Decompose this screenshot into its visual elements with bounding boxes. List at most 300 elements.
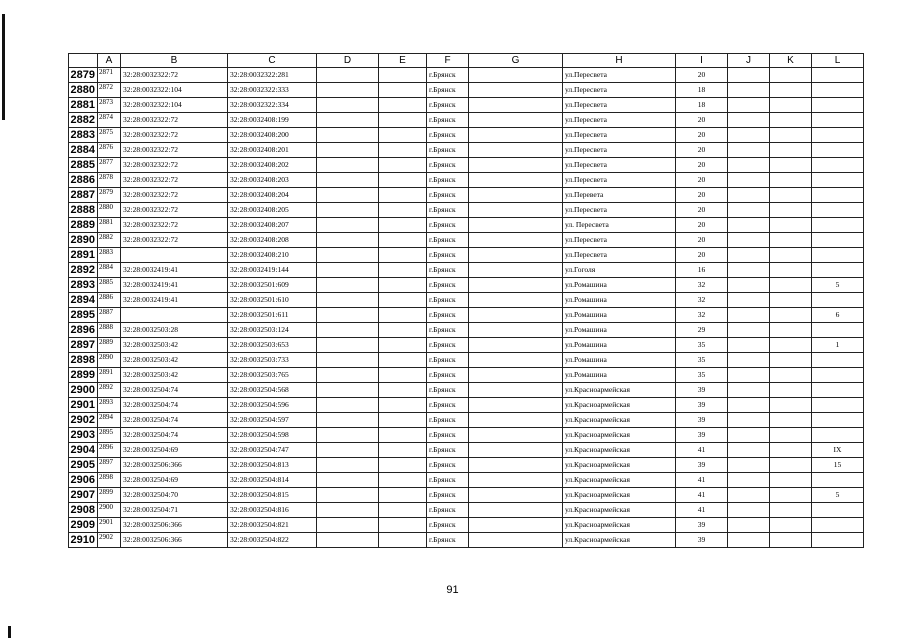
cell-h[interactable]: ул.Пересвета	[563, 68, 676, 83]
cell-h[interactable]: ул.Красноармейская	[563, 518, 676, 533]
cell-k[interactable]	[770, 128, 812, 143]
cell-k[interactable]	[770, 323, 812, 338]
cell-i[interactable]: 20	[676, 173, 728, 188]
row-number[interactable]: 2910	[69, 533, 98, 548]
cell-c[interactable]: 32:28:0032408:202	[228, 158, 317, 173]
cell-e[interactable]	[379, 218, 427, 233]
row-number[interactable]: 2902	[69, 413, 98, 428]
cell-f[interactable]: г.Брянск	[427, 293, 469, 308]
cell-f[interactable]: г.Брянск	[427, 428, 469, 443]
cell-d[interactable]	[317, 458, 379, 473]
row-number[interactable]: 2884	[69, 143, 98, 158]
cell-i[interactable]: 39	[676, 413, 728, 428]
cell-i[interactable]: 39	[676, 428, 728, 443]
cell-l[interactable]	[812, 398, 864, 413]
cell-f[interactable]: г.Брянск	[427, 323, 469, 338]
cell-l[interactable]: 6	[812, 308, 864, 323]
cell-i[interactable]: 20	[676, 128, 728, 143]
cell-b[interactable]: 32:28:0032503:42	[121, 353, 228, 368]
cell-e[interactable]	[379, 413, 427, 428]
cell-e[interactable]	[379, 458, 427, 473]
cell-j[interactable]	[728, 263, 770, 278]
cell-h[interactable]: ул.Ромашина	[563, 368, 676, 383]
row-number[interactable]: 2887	[69, 188, 98, 203]
cell-f[interactable]: г.Брянск	[427, 113, 469, 128]
cell-b[interactable]: 32:28:0032322:72	[121, 158, 228, 173]
cell-i[interactable]: 29	[676, 323, 728, 338]
cell-l[interactable]	[812, 203, 864, 218]
cell-h[interactable]: ул.Красноармейская	[563, 383, 676, 398]
cell-h[interactable]: ул.Пересвета	[563, 83, 676, 98]
cell-e[interactable]	[379, 278, 427, 293]
cell-c[interactable]: 32:28:0032419:144	[228, 263, 317, 278]
cell-b[interactable]: 32:28:0032322:72	[121, 233, 228, 248]
cell-k[interactable]	[770, 248, 812, 263]
cell-h[interactable]: ул.Красноармейская	[563, 428, 676, 443]
cell-i[interactable]: 32	[676, 278, 728, 293]
cell-f[interactable]: г.Брянск	[427, 518, 469, 533]
cell-f[interactable]: г.Брянск	[427, 173, 469, 188]
cell-j[interactable]	[728, 203, 770, 218]
row-number[interactable]: 2885	[69, 158, 98, 173]
column-header[interactable]: C	[228, 54, 317, 68]
cell-g[interactable]	[469, 308, 563, 323]
cell-d[interactable]	[317, 413, 379, 428]
cell-c[interactable]: 32:28:0032503:765	[228, 368, 317, 383]
column-header[interactable]: L	[812, 54, 864, 68]
cell-h[interactable]: ул.Гоголя	[563, 263, 676, 278]
cell-i[interactable]: 20	[676, 143, 728, 158]
cell-c[interactable]: 32:28:0032504:822	[228, 533, 317, 548]
cell-h[interactable]: ул.Красноармейская	[563, 413, 676, 428]
cell-h[interactable]: ул.Перевета	[563, 188, 676, 203]
cell-k[interactable]	[770, 428, 812, 443]
cell-l[interactable]	[812, 383, 864, 398]
cell-d[interactable]	[317, 113, 379, 128]
cell-k[interactable]	[770, 398, 812, 413]
row-number[interactable]: 2905	[69, 458, 98, 473]
cell-k[interactable]	[770, 383, 812, 398]
row-number[interactable]: 2897	[69, 338, 98, 353]
row-number[interactable]: 2879	[69, 68, 98, 83]
cell-a[interactable]: 2898	[98, 473, 121, 488]
cell-c[interactable]: 32:28:0032501:610	[228, 293, 317, 308]
cell-i[interactable]: 41	[676, 443, 728, 458]
cell-l[interactable]	[812, 98, 864, 113]
cell-c[interactable]: 32:28:0032408:208	[228, 233, 317, 248]
cell-e[interactable]	[379, 98, 427, 113]
cell-j[interactable]	[728, 518, 770, 533]
cell-j[interactable]	[728, 293, 770, 308]
cell-j[interactable]	[728, 83, 770, 98]
cell-i[interactable]: 20	[676, 188, 728, 203]
cell-a[interactable]: 2876	[98, 143, 121, 158]
cell-d[interactable]	[317, 128, 379, 143]
cell-l[interactable]	[812, 413, 864, 428]
cell-e[interactable]	[379, 113, 427, 128]
cell-k[interactable]	[770, 188, 812, 203]
cell-j[interactable]	[728, 443, 770, 458]
cell-h[interactable]: ул.Ромашина	[563, 323, 676, 338]
cell-h[interactable]: ул.Красноармейская	[563, 398, 676, 413]
cell-j[interactable]	[728, 308, 770, 323]
cell-j[interactable]	[728, 368, 770, 383]
column-header[interactable]: D	[317, 54, 379, 68]
cell-l[interactable]: 15	[812, 458, 864, 473]
cell-k[interactable]	[770, 293, 812, 308]
cell-e[interactable]	[379, 353, 427, 368]
cell-d[interactable]	[317, 263, 379, 278]
cell-a[interactable]: 2887	[98, 308, 121, 323]
cell-c[interactable]: 32:28:0032408:203	[228, 173, 317, 188]
cell-j[interactable]	[728, 248, 770, 263]
cell-k[interactable]	[770, 338, 812, 353]
cell-l[interactable]: IX	[812, 443, 864, 458]
cell-l[interactable]	[812, 158, 864, 173]
cell-h[interactable]: ул.Пересвета	[563, 128, 676, 143]
cell-i[interactable]: 16	[676, 263, 728, 278]
cell-a[interactable]: 2881	[98, 218, 121, 233]
column-header[interactable]: I	[676, 54, 728, 68]
cell-g[interactable]	[469, 488, 563, 503]
cell-c[interactable]: 32:28:0032501:611	[228, 308, 317, 323]
cell-e[interactable]	[379, 473, 427, 488]
cell-j[interactable]	[728, 113, 770, 128]
cell-g[interactable]	[469, 368, 563, 383]
cell-j[interactable]	[728, 278, 770, 293]
cell-a[interactable]: 2872	[98, 83, 121, 98]
cell-b[interactable]: 32:28:0032322:104	[121, 83, 228, 98]
row-number[interactable]: 2880	[69, 83, 98, 98]
cell-c[interactable]: 32:28:0032408:201	[228, 143, 317, 158]
row-number[interactable]: 2899	[69, 368, 98, 383]
cell-g[interactable]	[469, 218, 563, 233]
cell-c[interactable]: 32:28:0032408:200	[228, 128, 317, 143]
cell-l[interactable]	[812, 233, 864, 248]
cell-c[interactable]: 32:28:0032408:207	[228, 218, 317, 233]
cell-e[interactable]	[379, 263, 427, 278]
cell-l[interactable]	[812, 128, 864, 143]
cell-c[interactable]: 32:28:0032503:124	[228, 323, 317, 338]
cell-l[interactable]: 5	[812, 488, 864, 503]
cell-l[interactable]	[812, 83, 864, 98]
cell-f[interactable]: г.Брянск	[427, 158, 469, 173]
cell-k[interactable]	[770, 98, 812, 113]
cell-a[interactable]: 2891	[98, 368, 121, 383]
cell-l[interactable]	[812, 323, 864, 338]
cell-b[interactable]: 32:28:0032504:74	[121, 398, 228, 413]
cell-g[interactable]	[469, 473, 563, 488]
cell-e[interactable]	[379, 128, 427, 143]
cell-h[interactable]: ул.Пересвета	[563, 113, 676, 128]
cell-l[interactable]	[812, 218, 864, 233]
cell-g[interactable]	[469, 458, 563, 473]
cell-b[interactable]: 32:28:0032322:104	[121, 98, 228, 113]
row-number[interactable]: 2898	[69, 353, 98, 368]
cell-b[interactable]: 32:28:0032419:41	[121, 263, 228, 278]
cell-k[interactable]	[770, 443, 812, 458]
cell-d[interactable]	[317, 173, 379, 188]
cell-b[interactable]: 32:28:0032322:72	[121, 113, 228, 128]
cell-h[interactable]: ул.Красноармейская	[563, 473, 676, 488]
cell-a[interactable]: 2893	[98, 398, 121, 413]
cell-e[interactable]	[379, 203, 427, 218]
cell-g[interactable]	[469, 158, 563, 173]
column-header[interactable]: G	[469, 54, 563, 68]
cell-i[interactable]: 39	[676, 398, 728, 413]
cell-e[interactable]	[379, 233, 427, 248]
cell-h[interactable]: ул.Красноармейская	[563, 503, 676, 518]
cell-e[interactable]	[379, 248, 427, 263]
row-number[interactable]: 2892	[69, 263, 98, 278]
cell-a[interactable]: 2885	[98, 278, 121, 293]
cell-g[interactable]	[469, 353, 563, 368]
column-header[interactable]: K	[770, 54, 812, 68]
cell-e[interactable]	[379, 173, 427, 188]
cell-b[interactable]: 32:28:0032506:366	[121, 533, 228, 548]
cell-b[interactable]: 32:28:0032503:28	[121, 323, 228, 338]
cell-e[interactable]	[379, 323, 427, 338]
cell-d[interactable]	[317, 533, 379, 548]
cell-h[interactable]: ул.Красноармейская	[563, 533, 676, 548]
cell-b[interactable]: 32:28:0032322:72	[121, 128, 228, 143]
cell-f[interactable]: г.Брянск	[427, 338, 469, 353]
cell-h[interactable]: ул.Красноармейская	[563, 443, 676, 458]
cell-a[interactable]: 2889	[98, 338, 121, 353]
cell-d[interactable]	[317, 383, 379, 398]
cell-f[interactable]: г.Брянск	[427, 98, 469, 113]
cell-j[interactable]	[728, 488, 770, 503]
cell-c[interactable]: 32:28:0032504:815	[228, 488, 317, 503]
column-header[interactable]: F	[427, 54, 469, 68]
cell-i[interactable]: 39	[676, 383, 728, 398]
cell-k[interactable]	[770, 368, 812, 383]
cell-b[interactable]: 32:28:0032504:74	[121, 383, 228, 398]
cell-i[interactable]: 20	[676, 233, 728, 248]
cell-f[interactable]: г.Брянск	[427, 488, 469, 503]
cell-b[interactable]	[121, 308, 228, 323]
cell-h[interactable]: ул.Ромашина	[563, 338, 676, 353]
cell-h[interactable]: ул.Пересвета	[563, 248, 676, 263]
row-number[interactable]: 2909	[69, 518, 98, 533]
cell-d[interactable]	[317, 233, 379, 248]
cell-j[interactable]	[728, 503, 770, 518]
cell-e[interactable]	[379, 293, 427, 308]
cell-l[interactable]	[812, 293, 864, 308]
cell-g[interactable]	[469, 83, 563, 98]
cell-h[interactable]: ул.Пересвета	[563, 143, 676, 158]
cell-f[interactable]: г.Брянск	[427, 458, 469, 473]
cell-l[interactable]	[812, 473, 864, 488]
cell-g[interactable]	[469, 443, 563, 458]
row-number[interactable]: 2886	[69, 173, 98, 188]
cell-i[interactable]: 20	[676, 218, 728, 233]
cell-d[interactable]	[317, 293, 379, 308]
cell-k[interactable]	[770, 143, 812, 158]
cell-f[interactable]: г.Брянск	[427, 233, 469, 248]
cell-f[interactable]: г.Брянск	[427, 203, 469, 218]
cell-g[interactable]	[469, 428, 563, 443]
cell-a[interactable]: 2886	[98, 293, 121, 308]
cell-c[interactable]: 32:28:0032408:199	[228, 113, 317, 128]
cell-i[interactable]: 20	[676, 203, 728, 218]
cell-d[interactable]	[317, 203, 379, 218]
cell-a[interactable]: 2899	[98, 488, 121, 503]
cell-h[interactable]: ул.Пересвета	[563, 158, 676, 173]
column-header[interactable]: H	[563, 54, 676, 68]
cell-d[interactable]	[317, 368, 379, 383]
cell-l[interactable]	[812, 353, 864, 368]
cell-h[interactable]: ул. Пересвета	[563, 218, 676, 233]
cell-j[interactable]	[728, 413, 770, 428]
cell-j[interactable]	[728, 338, 770, 353]
cell-c[interactable]: 32:28:0032504:596	[228, 398, 317, 413]
cell-g[interactable]	[469, 518, 563, 533]
cell-h[interactable]: ул.Красноармейская	[563, 488, 676, 503]
cell-a[interactable]: 2873	[98, 98, 121, 113]
cell-a[interactable]: 2892	[98, 383, 121, 398]
cell-l[interactable]	[812, 173, 864, 188]
cell-b[interactable]: 32:28:0032504:69	[121, 473, 228, 488]
cell-c[interactable]: 32:28:0032408:204	[228, 188, 317, 203]
column-header[interactable]: E	[379, 54, 427, 68]
cell-f[interactable]: г.Брянск	[427, 383, 469, 398]
row-number[interactable]: 2901	[69, 398, 98, 413]
cell-k[interactable]	[770, 218, 812, 233]
cell-d[interactable]	[317, 518, 379, 533]
cell-h[interactable]: ул.Красноармейская	[563, 458, 676, 473]
cell-g[interactable]	[469, 233, 563, 248]
row-number[interactable]: 2900	[69, 383, 98, 398]
row-number[interactable]: 2896	[69, 323, 98, 338]
cell-c[interactable]: 32:28:0032503:653	[228, 338, 317, 353]
cell-b[interactable]: 32:28:0032504:69	[121, 443, 228, 458]
cell-i[interactable]: 41	[676, 503, 728, 518]
cell-f[interactable]: г.Брянск	[427, 278, 469, 293]
cell-e[interactable]	[379, 398, 427, 413]
cell-g[interactable]	[469, 113, 563, 128]
cell-k[interactable]	[770, 278, 812, 293]
cell-j[interactable]	[728, 128, 770, 143]
cell-k[interactable]	[770, 308, 812, 323]
column-header[interactable]: A	[98, 54, 121, 68]
cell-a[interactable]: 2880	[98, 203, 121, 218]
cell-e[interactable]	[379, 83, 427, 98]
cell-l[interactable]	[812, 113, 864, 128]
cell-l[interactable]	[812, 188, 864, 203]
cell-k[interactable]	[770, 458, 812, 473]
cell-h[interactable]: ул.Пересвета	[563, 233, 676, 248]
cell-e[interactable]	[379, 143, 427, 158]
cell-k[interactable]	[770, 503, 812, 518]
cell-i[interactable]: 20	[676, 158, 728, 173]
cell-i[interactable]: 32	[676, 308, 728, 323]
cell-k[interactable]	[770, 203, 812, 218]
cell-a[interactable]: 2896	[98, 443, 121, 458]
cell-g[interactable]	[469, 398, 563, 413]
cell-i[interactable]: 18	[676, 83, 728, 98]
cell-f[interactable]: г.Брянск	[427, 263, 469, 278]
column-header[interactable]: B	[121, 54, 228, 68]
cell-i[interactable]: 41	[676, 473, 728, 488]
cell-g[interactable]	[469, 383, 563, 398]
cell-k[interactable]	[770, 518, 812, 533]
cell-j[interactable]	[728, 188, 770, 203]
cell-i[interactable]: 20	[676, 68, 728, 83]
cell-d[interactable]	[317, 398, 379, 413]
row-number[interactable]: 2881	[69, 98, 98, 113]
cell-d[interactable]	[317, 68, 379, 83]
cell-a[interactable]: 2897	[98, 458, 121, 473]
cell-h[interactable]: ул.Ромашина	[563, 293, 676, 308]
cell-c[interactable]: 32:28:0032504:568	[228, 383, 317, 398]
row-number[interactable]: 2904	[69, 443, 98, 458]
cell-k[interactable]	[770, 533, 812, 548]
cell-f[interactable]: г.Брянск	[427, 308, 469, 323]
cell-c[interactable]: 32:28:0032504:597	[228, 413, 317, 428]
cell-i[interactable]: 35	[676, 338, 728, 353]
cell-j[interactable]	[728, 428, 770, 443]
cell-f[interactable]: г.Брянск	[427, 473, 469, 488]
row-number[interactable]: 2891	[69, 248, 98, 263]
cell-i[interactable]: 35	[676, 368, 728, 383]
cell-d[interactable]	[317, 323, 379, 338]
cell-i[interactable]: 20	[676, 248, 728, 263]
cell-i[interactable]: 20	[676, 113, 728, 128]
cell-b[interactable]: 32:28:0032322:72	[121, 203, 228, 218]
row-number[interactable]: 2893	[69, 278, 98, 293]
cell-d[interactable]	[317, 338, 379, 353]
cell-b[interactable]: 32:28:0032504:70	[121, 488, 228, 503]
cell-e[interactable]	[379, 338, 427, 353]
cell-a[interactable]: 2874	[98, 113, 121, 128]
cell-l[interactable]: 5	[812, 278, 864, 293]
cell-j[interactable]	[728, 158, 770, 173]
cell-c[interactable]: 32:28:0032408:210	[228, 248, 317, 263]
cell-b[interactable]: 32:28:0032504:74	[121, 428, 228, 443]
cell-b[interactable]: 32:28:0032504:71	[121, 503, 228, 518]
cell-b[interactable]: 32:28:0032419:41	[121, 278, 228, 293]
cell-b[interactable]: 32:28:0032419:41	[121, 293, 228, 308]
cell-l[interactable]	[812, 503, 864, 518]
cell-j[interactable]	[728, 218, 770, 233]
cell-h[interactable]: ул.Ромашина	[563, 278, 676, 293]
cell-a[interactable]: 2890	[98, 353, 121, 368]
row-number[interactable]: 2906	[69, 473, 98, 488]
cell-c[interactable]: 32:28:0032504:814	[228, 473, 317, 488]
cell-c[interactable]: 32:28:0032504:816	[228, 503, 317, 518]
cell-j[interactable]	[728, 173, 770, 188]
cell-d[interactable]	[317, 353, 379, 368]
cell-h[interactable]: ул.Ромашина	[563, 308, 676, 323]
cell-d[interactable]	[317, 503, 379, 518]
cell-a[interactable]: 2894	[98, 413, 121, 428]
cell-l[interactable]	[812, 143, 864, 158]
cell-e[interactable]	[379, 503, 427, 518]
cell-g[interactable]	[469, 338, 563, 353]
cell-c[interactable]: 32:28:0032504:813	[228, 458, 317, 473]
cell-i[interactable]: 41	[676, 488, 728, 503]
cell-h[interactable]: ул.Ромашина	[563, 353, 676, 368]
cell-a[interactable]: 2882	[98, 233, 121, 248]
cell-j[interactable]	[728, 473, 770, 488]
cell-l[interactable]	[812, 428, 864, 443]
row-number[interactable]: 2882	[69, 113, 98, 128]
cell-f[interactable]: г.Брянск	[427, 533, 469, 548]
row-number[interactable]: 2895	[69, 308, 98, 323]
cell-e[interactable]	[379, 488, 427, 503]
cell-j[interactable]	[728, 458, 770, 473]
